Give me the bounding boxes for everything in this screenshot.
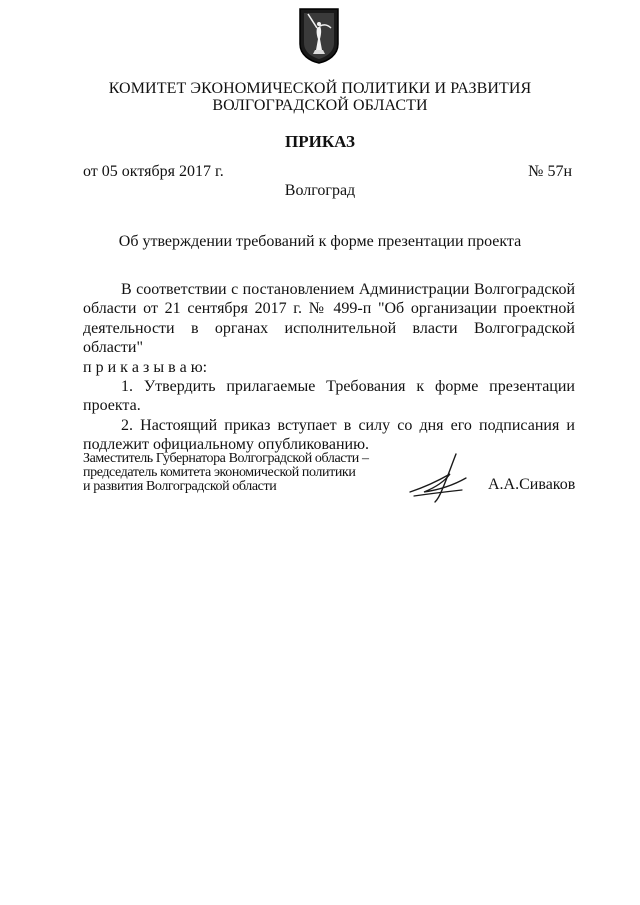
signatory-role-line-1: Заместитель Губернатора Волгоградской области – xyxy=(83,451,369,466)
signer-name: А.А.Сиваков xyxy=(488,476,576,493)
signatory-role-line-3: и развития Волгоградской области xyxy=(83,479,277,494)
order-word: п р и к а з ы в а ю: xyxy=(83,358,208,376)
order-item-1: 1. Утвердить прилагаемые Требования к форме презентации проекта. xyxy=(83,378,575,415)
signatory-role xyxy=(83,452,369,494)
organization-name-line-2: ВОЛГОГРАДСКОЙ ОБЛАСТИ xyxy=(212,97,428,114)
document-date: от 05 октября 2017 г. xyxy=(83,163,224,180)
document-subject: Об утверждении требований к форме презентации проекта xyxy=(118,233,522,250)
document-type-title: ПРИКАЗ xyxy=(285,132,355,151)
handwritten-signature-icon xyxy=(404,452,470,504)
document-body xyxy=(83,280,575,455)
order-item-2: 2. Настоящий приказ вступает в силу со дня его подписания и подлежит официальному опубликованию. xyxy=(83,416,575,454)
volgograd-emblem-icon xyxy=(298,8,340,64)
organization-name-line-1: КОМИТЕТ ЭКОНОМИЧЕСКОЙ ПОЛИТИКИ И РАЗВИТИЯ xyxy=(108,80,532,97)
document-city: Волгоград xyxy=(284,182,356,199)
document-number: № 57н xyxy=(528,163,572,180)
signatory-role-line-2: председатель комитета экономической политики xyxy=(83,465,356,480)
preamble-paragraph: В соответствии с постановлением Администрации Волгоградской области от 21 сентября 2017 г. № 499-п "Об организации проектной деятельности в органах исполнительной власти Волгоградской области" xyxy=(83,281,575,357)
